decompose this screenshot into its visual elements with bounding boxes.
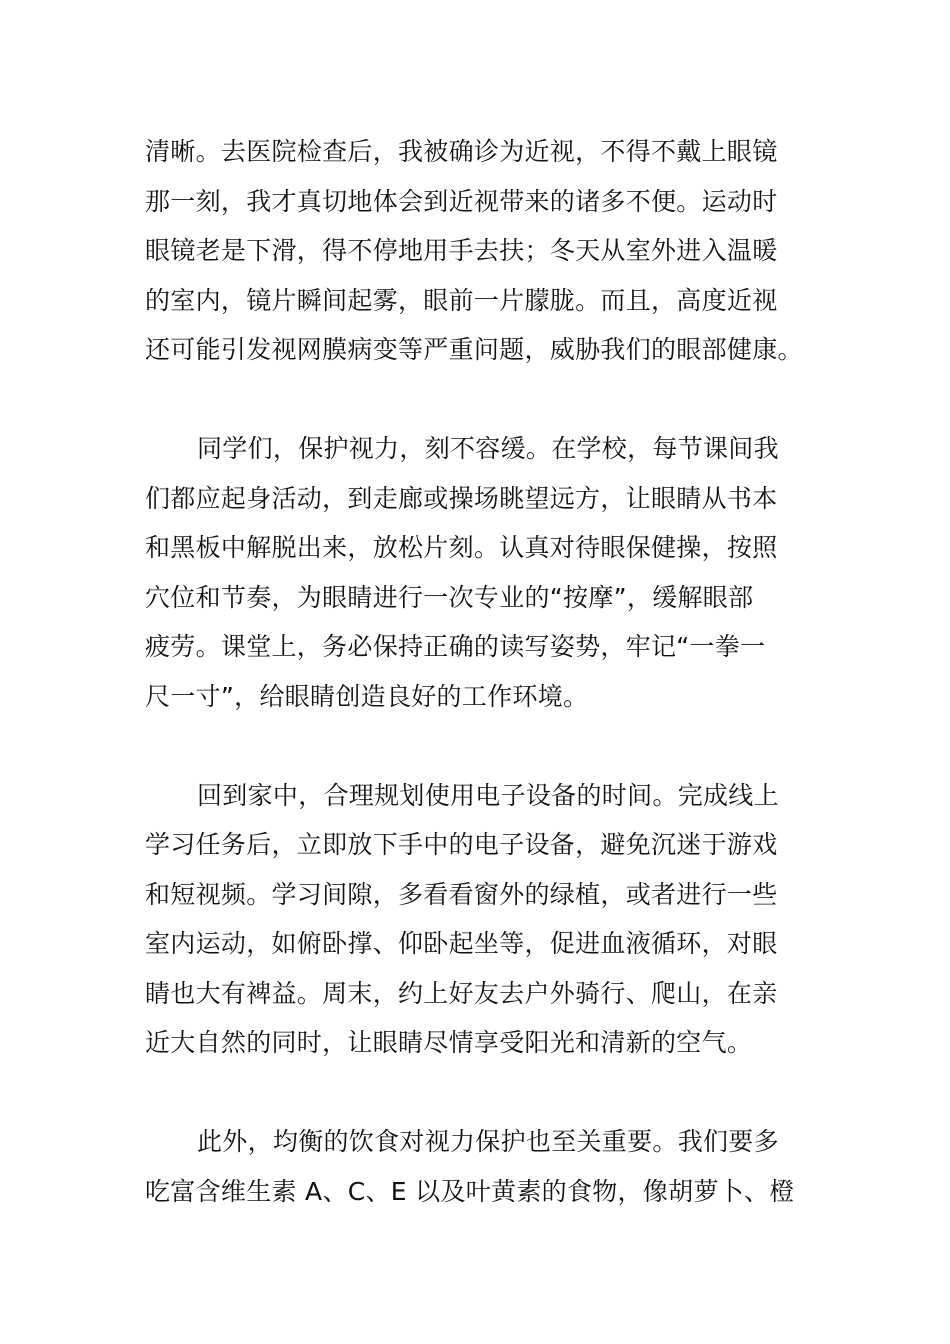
- text-line: 吃富含维生素 A、C、E 以及叶黄素的食物，像胡萝卜、橙: [145, 1176, 795, 1206]
- text-line: 眼镜老是下滑，得不停地用手去扶；冬天从室外进入温暖: [145, 236, 778, 265]
- paragraph-3: [145, 771, 807, 1068]
- paragraph-spacer: [145, 375, 807, 425]
- text-line: 那一刻，我才真切地体会到近视带来的诸多不便。运动时: [145, 186, 778, 216]
- text-line: 睛也大有裨益。周末，约上好友去户外骑行、爬山，在亲: [145, 978, 778, 1008]
- text-line: 们都应起身活动，到走廊或操场眺望远方，让眼睛从书本: [145, 483, 778, 513]
- paragraph-spacer: [145, 1068, 807, 1118]
- text-line: 和黑板中解脱出来，放松片刻。认真对待眼保健操，按照: [145, 533, 778, 562]
- text-line: 还可能引发视网膜病变等严重问题，威胁我们的眼部健康。: [145, 335, 803, 364]
- text-line: 和短视频。学习间隙，多看看窗外的绿植，或者进行一些: [145, 879, 778, 909]
- text-line: 室内运动，如俯卧撑、仰卧起坐等，促进血液循环，对眼: [145, 929, 778, 958]
- document-body: [145, 127, 807, 1216]
- text-line: 尺一寸”，给眼睛创造良好的工作环境。: [145, 681, 589, 711]
- text-line: 清晰。去医院检查后，我被确诊为近视，不得不戴上眼镜: [145, 137, 778, 166]
- text-line: 学习任务后，立即放下手中的电子设备，避免沉迷于游戏: [145, 830, 778, 859]
- paragraph-spacer: [145, 721, 807, 771]
- paragraph-2: [145, 424, 807, 721]
- paragraph-4: [145, 1117, 807, 1216]
- text-line: 近大自然的同时，让眼睛尽情享受阳光和清新的空气。: [145, 1028, 753, 1057]
- text-line: 同学们，保护视力，刻不容缓。在学校，每节课间我: [197, 434, 779, 463]
- text-line: 疲劳。课堂上，务必保持正确的读写姿势，牢记“一拳一: [145, 632, 766, 661]
- paragraph-1: [145, 127, 807, 375]
- text-line: 回到家中，合理规划使用电子设备的时间。完成线上: [197, 780, 779, 810]
- text-line: 的室内，镜片瞬间起雾，眼前一片朦胧。而且，高度近视: [145, 285, 778, 315]
- text-line: 此外，均衡的饮食对视力保护也至关重要。我们要多: [197, 1127, 779, 1156]
- text-line: 穴位和节奏，为眼睛进行一次专业的“按摩”，缓解眼部: [145, 582, 754, 612]
